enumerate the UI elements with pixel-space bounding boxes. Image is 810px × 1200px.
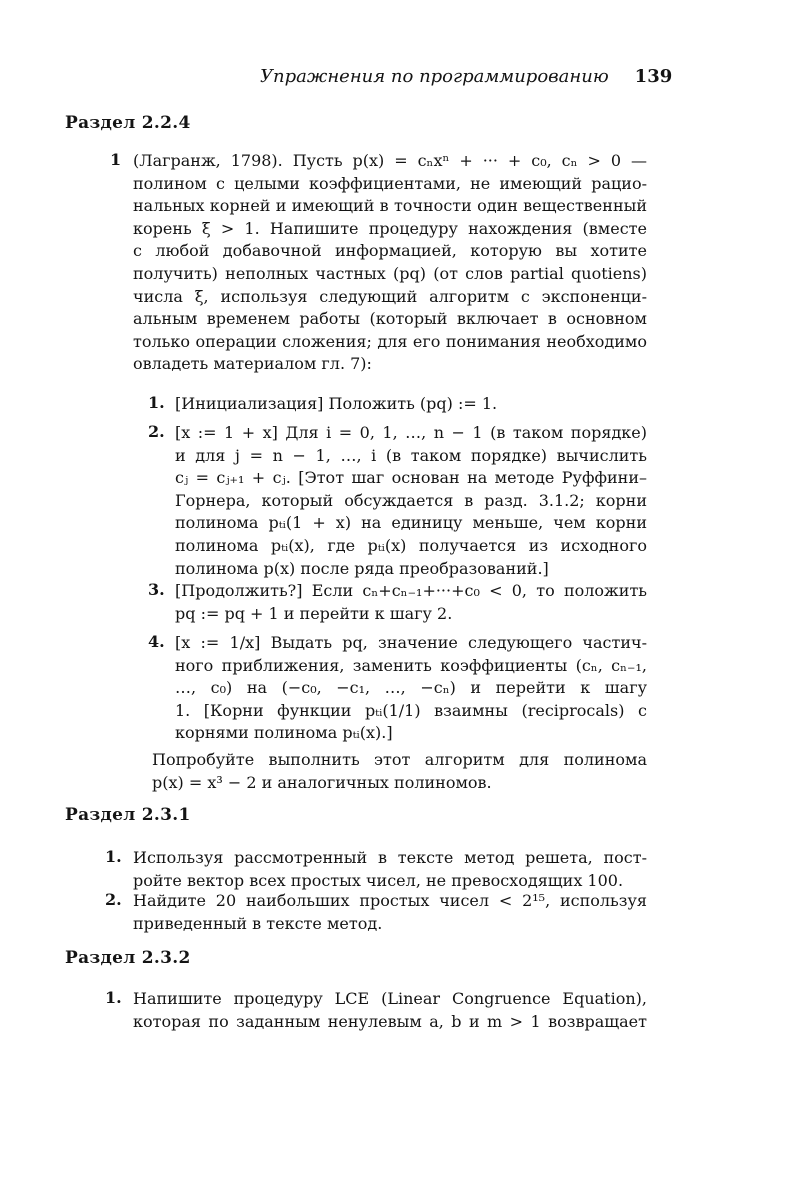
text-line: и для j = n − 1, …, i (в таком порядке) вычислить (175, 445, 647, 465)
text-line: (Лагранж, 1798). Пусть p(x) = cₙxⁿ + ··· + c₀, cₙ > 0 — (133, 151, 647, 170)
exercise-2-3-2-1-text (133, 988, 647, 1033)
section-title-2-3-2: Раздел 2.3.2 (65, 948, 191, 968)
header-title: Упражнения по программированию (260, 66, 609, 87)
text-line: ройте вектор всех простых чисел, не превосходящих 100. (133, 870, 624, 890)
exercise-2-3-1-1-text (133, 847, 647, 892)
text-line: Найдите 20 наибольших простых чисел < 2¹⁵, используя (133, 891, 647, 910)
text-line: 1. [Корни функции pₜᵢ(1/1) взаимны (reciprocals) с (175, 700, 647, 720)
text-line: корнями полинома pₜᵢ(x).] (175, 723, 393, 743)
text-line: альным временем работы (который включает в основном (133, 309, 647, 329)
text-line: Используя рассмотренный в тексте метод решета, пост- (133, 848, 647, 867)
text-line: которая по заданным ненулевым a, b и m > 1 возвращает (133, 1011, 647, 1031)
text-line: полинома pₜᵢ(1 + x) на единицу меньше, чем корни (175, 513, 647, 533)
text-line: [x := 1/x] Выдать pq, значение следующего частич- (175, 633, 647, 652)
step-2-text (175, 422, 647, 580)
text-line: только операции сложения; для его понимания необходимо (133, 331, 647, 351)
step-number: 4. (148, 632, 165, 651)
text-line: Попробуйте выполнить этот алгоритм для полинома (152, 750, 647, 769)
step-4-text (175, 632, 647, 745)
exercise-2-3-1-2-text (133, 890, 647, 935)
text-line: получить) неполных частных (pq) (от слов partial quotiens) (133, 263, 647, 283)
text-line: pq := pq + 1 и перейти к шагу 2. (175, 603, 453, 623)
text-line: полином с целыми коэффициентами, не имеющий рацио- (133, 173, 647, 193)
text-line: полинома p(x) после ряда преобразований.] (175, 558, 549, 578)
exercise-number: 1. (105, 988, 122, 1007)
text-line: [Продолжить?] Если cₙ+cₙ₋₁+···+c₀ < 0, то положить (175, 581, 647, 600)
page-number: 139 (634, 66, 673, 87)
step-1-text (175, 393, 647, 416)
exercise-1-closing (152, 749, 647, 794)
text-line: [Инициализация] Положить (pq) := 1. (175, 394, 498, 413)
text-line: cⱼ = cⱼ₊₁ + cⱼ. [Этот шаг основан на методе Руффини– (175, 468, 647, 488)
text-line: [x := 1 + x] Для i = 0, 1, …, n − 1 (в таком порядке) (175, 423, 647, 442)
running-header (260, 66, 673, 87)
text-line: овладеть материалом гл. 7): (133, 354, 372, 374)
exercise-number: 1. (105, 847, 122, 866)
exercise-number: 2. (105, 890, 122, 909)
text-line: с любой добавочной информацией, которую вы хотите (133, 241, 647, 261)
section-title-2-2-4: Раздел 2.2.4 (65, 113, 191, 133)
text-line: p(x) = x³ − 2 и аналогичных полиномов. (152, 772, 492, 792)
section-title-2-3-1: Раздел 2.3.1 (65, 805, 191, 825)
text-line: Горнера, который обсуждается в разд. 3.1.2; корни (175, 490, 647, 510)
text-line: числа ξ, используя следующий алгоритм с экспоненци- (133, 286, 647, 306)
step-number: 3. (148, 580, 165, 599)
step-3-text (175, 580, 647, 625)
step-number: 1. (148, 393, 165, 412)
text-line: приведенный в тексте метод. (133, 913, 383, 933)
exercise-1-text (133, 150, 647, 376)
exercise-number: 1 (110, 150, 122, 169)
text-line: ного приближения, заменить коэффициенты (cₙ, cₙ₋₁, (175, 655, 647, 675)
text-line: корень ξ > 1. Напишите процедуру нахождения (вместе (133, 218, 647, 238)
text-line: полинома pₜᵢ(x), где pₜᵢ(x) получается из исходного (175, 535, 647, 555)
step-number: 2. (148, 422, 165, 441)
text-line: …, c₀) на (−c₀, −c₁, …, −cₙ) и перейти к шагу (175, 678, 647, 698)
text-line: Напишите процедуру LCE (Linear Congruence Equation), (133, 989, 647, 1008)
text-line: нальных корней и имеющий в точности один вещественный (133, 196, 647, 216)
